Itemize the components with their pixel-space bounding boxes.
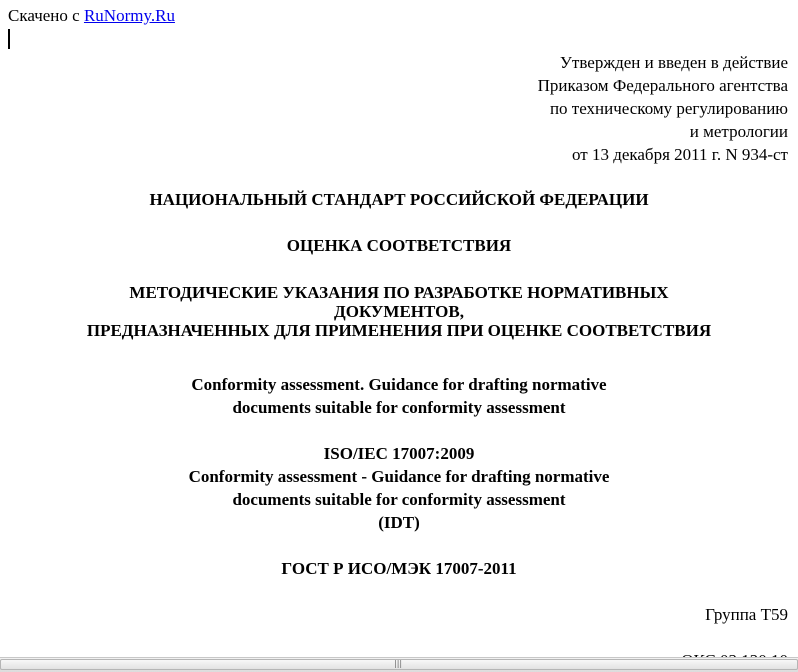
method-heading-line: ДОКУМЕНТОВ, [334,302,464,321]
english-title [0,373,798,419]
horizontal-scrollbar[interactable] [0,657,798,672]
source-prefix: Скачено с [8,6,84,25]
runormy-link[interactable]: RuNormy.Ru [83,6,175,25]
method-heading [0,281,798,342]
iso-block [0,442,798,534]
idt-label: (IDT) [378,513,420,532]
national-standard-heading: НАЦИОНАЛЬНЫЙ СТАНДАРТ РОССИЙСКОЙ ФЕДЕРАЦИИ [149,190,649,209]
grip-icon: ||| [394,659,403,668]
source-line [8,6,175,26]
approval-line: Утвержден и введен в действие [559,53,788,72]
iso-code: ISO/IEC 17007:2009 [323,444,475,463]
approval-block [538,51,788,166]
english-title-line: documents suitable for conformity assessment [232,398,566,417]
approval-line: от 13 декабря 2011 г. N 934-ст [571,145,788,164]
method-heading-line: МЕТОДИЧЕСКИЕ УКАЗАНИЯ ПО РАЗРАБОТКЕ НОРМАТИВНЫХ [129,283,669,302]
group-label: Группа Т59 [705,605,788,624]
conformity-heading: ОЦЕНКА СООТВЕТСТВИЯ [286,236,512,255]
iso-title-line: documents suitable for conformity assessment [232,490,566,509]
text-cursor [8,29,10,49]
gost-number: ГОСТ Р ИСО/МЭК 17007-2011 [281,559,517,578]
approval-line: по техническому регулированию [549,99,788,118]
english-title-line: Conformity assessment. Guidance for drafting normative [191,375,607,394]
method-heading-line: ПРЕДНАЗНАЧЕННЫХ ДЛЯ ПРИМЕНЕНИЯ ПРИ ОЦЕНКЕ СООТВЕТСТВИЯ [86,321,712,340]
iso-title-line: Conformity assessment - Guidance for drafting normative [188,467,610,486]
approval-line: Приказом Федерального агентства [537,76,788,95]
approval-line: и метрологии [689,122,788,141]
